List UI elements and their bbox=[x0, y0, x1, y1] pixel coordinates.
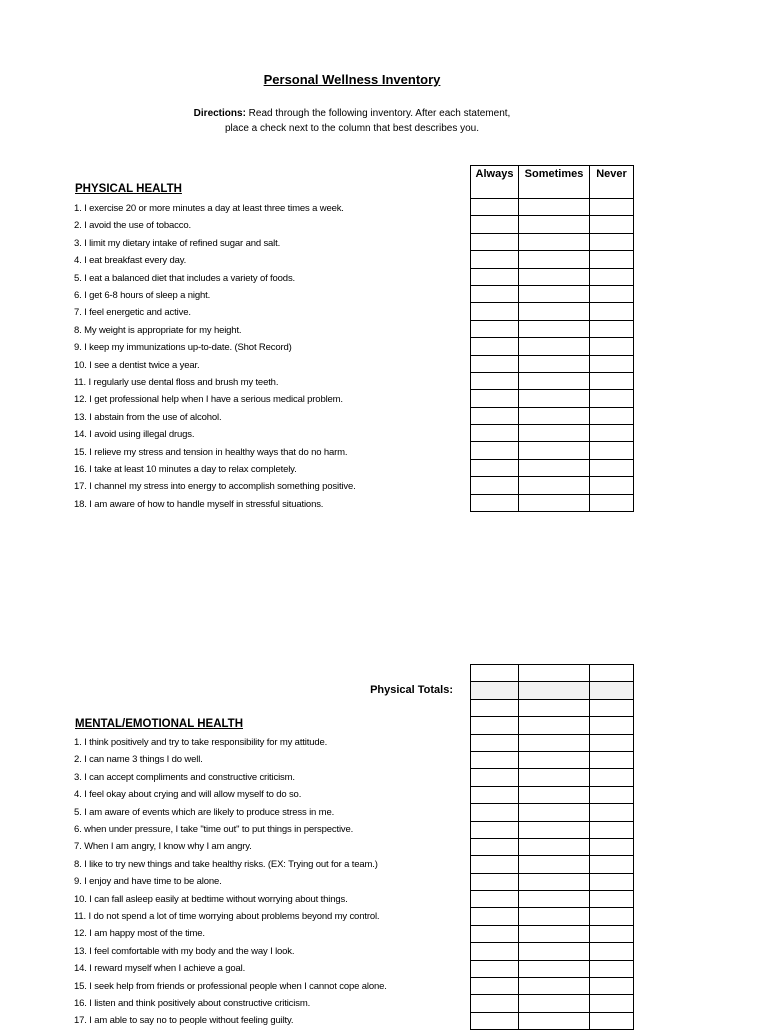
mental-row bbox=[471, 665, 634, 682]
mental-always-cell[interactable] bbox=[471, 786, 519, 803]
physical-never-cell[interactable] bbox=[590, 390, 634, 407]
directions-line-2: place a check next to the column that best describes you. bbox=[224, 123, 480, 134]
physical-never-cell[interactable] bbox=[590, 477, 634, 494]
physical-row bbox=[471, 494, 634, 511]
physical-sometimes-cell[interactable] bbox=[519, 477, 590, 494]
mental-item: 15. I seek help from friends or professional people when I cannot cope alone. bbox=[74, 980, 387, 992]
physical-always-cell[interactable] bbox=[471, 442, 519, 459]
mental-always-cell[interactable] bbox=[471, 856, 519, 873]
physical-row bbox=[471, 303, 634, 320]
mental-never-cell[interactable] bbox=[590, 943, 634, 960]
mental-item: 6. when under pressure, I take "time out" to put things in perspective. bbox=[74, 824, 354, 835]
physical-never-cell[interactable] bbox=[590, 233, 634, 250]
physical-always-cell[interactable] bbox=[471, 372, 519, 389]
physical-sometimes-cell[interactable] bbox=[519, 285, 590, 302]
physical-row bbox=[471, 251, 634, 268]
mental-sometimes-cell[interactable] bbox=[519, 925, 590, 942]
mental-always-cell[interactable] bbox=[471, 734, 519, 751]
physical-always-cell[interactable] bbox=[471, 233, 519, 250]
mental-always-cell[interactable] bbox=[471, 960, 519, 977]
physical-always-cell[interactable] bbox=[471, 268, 519, 285]
physical-sometimes-cell[interactable] bbox=[519, 407, 590, 424]
physical-always-cell[interactable] bbox=[471, 459, 519, 476]
mental-row bbox=[471, 1012, 634, 1029]
physical-heading: PHYSICAL HEALTH bbox=[75, 183, 182, 195]
mental-never-cell[interactable] bbox=[590, 804, 634, 821]
mental-never-cell[interactable] bbox=[590, 682, 634, 699]
physical-never-cell[interactable] bbox=[590, 355, 634, 372]
mental-never-cell[interactable] bbox=[590, 769, 634, 786]
physical-never-cell[interactable] bbox=[590, 268, 634, 285]
mental-always-cell[interactable] bbox=[471, 891, 519, 908]
column-header-row bbox=[471, 166, 634, 199]
mental-item: 5. I am aware of events which are likely to produce stress in me. bbox=[74, 806, 335, 818]
physical-never-cell[interactable] bbox=[590, 199, 634, 216]
physical-row bbox=[471, 372, 634, 389]
directions-label: Directions: bbox=[193, 108, 246, 119]
physical-row bbox=[471, 199, 634, 216]
mental-row bbox=[471, 717, 634, 734]
physical-never-cell[interactable] bbox=[590, 372, 634, 389]
physical-item: 18. I am aware of how to handle myself in stressful situations. bbox=[74, 498, 324, 510]
mental-always-cell[interactable] bbox=[471, 1012, 519, 1029]
physical-row bbox=[471, 233, 634, 250]
physical-never-cell[interactable] bbox=[590, 285, 634, 302]
mental-item: 13. I feel comfortable with my body and the way I look. bbox=[74, 945, 295, 957]
mental-row bbox=[471, 804, 634, 821]
mental-sometimes-cell[interactable] bbox=[519, 891, 590, 908]
physical-item: 8. My weight is appropriate for my height. bbox=[74, 324, 242, 336]
mental-item: 4. I feel okay about crying and will allow myself to do so. bbox=[74, 789, 302, 801]
physical-row bbox=[471, 390, 634, 407]
physical-sometimes-cell[interactable] bbox=[519, 355, 590, 372]
mental-row bbox=[471, 734, 634, 751]
physical-sometimes-cell[interactable] bbox=[519, 268, 590, 285]
column-header-sometimes: Sometimes bbox=[519, 166, 590, 199]
mental-sometimes-cell[interactable] bbox=[519, 838, 590, 855]
mental-never-cell[interactable] bbox=[590, 838, 634, 855]
mental-item: 3. I can accept compliments and constructive criticism. bbox=[74, 771, 295, 783]
mental-row bbox=[471, 925, 634, 942]
mental-sometimes-cell[interactable] bbox=[519, 734, 590, 751]
physical-row bbox=[471, 355, 634, 372]
mental-always-cell[interactable] bbox=[471, 873, 519, 890]
mental-never-cell[interactable] bbox=[590, 1012, 634, 1029]
physical-row bbox=[471, 407, 634, 424]
physical-sometimes-cell[interactable] bbox=[519, 303, 590, 320]
mental-never-cell[interactable] bbox=[590, 873, 634, 890]
mental-sometimes-cell[interactable] bbox=[519, 908, 590, 925]
physical-row bbox=[471, 442, 634, 459]
mental-never-cell[interactable] bbox=[590, 786, 634, 803]
physical-sometimes-cell[interactable] bbox=[519, 425, 590, 442]
mental-never-cell[interactable] bbox=[590, 717, 634, 734]
physical-row bbox=[471, 320, 634, 337]
mental-never-cell[interactable] bbox=[590, 891, 634, 908]
mental-item: 11. I do not spend a lot of time worrying about problems beyond my control. bbox=[74, 911, 380, 922]
mental-sometimes-cell[interactable] bbox=[519, 960, 590, 977]
mental-never-cell[interactable] bbox=[590, 699, 634, 716]
physical-row bbox=[471, 459, 634, 476]
physical-row bbox=[471, 477, 634, 494]
mental-always-cell[interactable] bbox=[471, 717, 519, 734]
physical-never-cell[interactable] bbox=[590, 338, 634, 355]
mental-always-cell[interactable] bbox=[471, 665, 519, 682]
physical-sometimes-cell[interactable] bbox=[519, 338, 590, 355]
physical-row bbox=[471, 425, 634, 442]
physical-row bbox=[471, 268, 634, 285]
physical-item: 6. I get 6-8 hours of sleep a night. bbox=[74, 290, 211, 301]
physical-always-cell[interactable] bbox=[471, 425, 519, 442]
physical-always-cell[interactable] bbox=[471, 285, 519, 302]
physical-sometimes-cell[interactable] bbox=[519, 233, 590, 250]
mental-checklist-table bbox=[470, 664, 634, 1030]
mental-never-cell[interactable] bbox=[590, 821, 634, 838]
mental-row bbox=[471, 769, 634, 786]
directions bbox=[0, 106, 704, 136]
mental-row bbox=[471, 682, 634, 699]
mental-always-cell[interactable] bbox=[471, 751, 519, 768]
mental-never-cell[interactable] bbox=[590, 978, 634, 995]
mental-sometimes-cell[interactable] bbox=[519, 1012, 590, 1029]
physical-item: 12. I get professional help when I have a serious medical problem. bbox=[74, 394, 343, 406]
physical-item: 16. I take at least 10 minutes a day to relax completely. bbox=[74, 464, 297, 475]
physical-always-cell[interactable] bbox=[471, 390, 519, 407]
mental-sometimes-cell[interactable] bbox=[519, 978, 590, 995]
mental-always-cell[interactable] bbox=[471, 978, 519, 995]
physical-always-cell[interactable] bbox=[471, 303, 519, 320]
physical-always-cell[interactable] bbox=[471, 407, 519, 424]
physical-sometimes-cell[interactable] bbox=[519, 459, 590, 476]
mental-item: 9. I enjoy and have time to be alone. bbox=[74, 876, 222, 888]
physical-sometimes-cell[interactable] bbox=[519, 494, 590, 511]
physical-never-cell[interactable] bbox=[590, 320, 634, 337]
mental-row bbox=[471, 821, 634, 838]
mental-item: 7. When I am angry, I know why I am angry. bbox=[74, 841, 252, 853]
physical-item: 14. I avoid using illegal drugs. bbox=[74, 429, 195, 441]
mental-row bbox=[471, 995, 634, 1012]
mental-row bbox=[471, 873, 634, 890]
column-header-never: Never bbox=[590, 166, 634, 199]
mental-sometimes-cell[interactable] bbox=[519, 699, 590, 716]
mental-never-cell[interactable] bbox=[590, 908, 634, 925]
physical-sometimes-cell[interactable] bbox=[519, 442, 590, 459]
mental-row bbox=[471, 943, 634, 960]
mental-sometimes-cell[interactable] bbox=[519, 769, 590, 786]
mental-item: 14. I reward myself when I achieve a goal. bbox=[74, 963, 246, 975]
mental-never-cell[interactable] bbox=[590, 925, 634, 942]
mental-never-cell[interactable] bbox=[590, 734, 634, 751]
mental-row bbox=[471, 786, 634, 803]
mental-row bbox=[471, 838, 634, 855]
mental-item: 8. I like to try new things and take healthy risks. (EX: Trying out for a team.) bbox=[74, 858, 378, 870]
mental-always-cell[interactable] bbox=[471, 908, 519, 925]
physical-row bbox=[471, 338, 634, 355]
mental-never-cell[interactable] bbox=[590, 751, 634, 768]
physical-sometimes-cell[interactable] bbox=[519, 251, 590, 268]
physical-sometimes-cell[interactable] bbox=[519, 199, 590, 216]
mental-never-cell[interactable] bbox=[590, 995, 634, 1012]
mental-always-cell[interactable] bbox=[471, 821, 519, 838]
mental-item: 16. I listen and think positively about constructive criticism. bbox=[74, 998, 311, 1009]
mental-sometimes-cell[interactable] bbox=[519, 804, 590, 821]
mental-sometimes-cell[interactable] bbox=[519, 943, 590, 960]
physical-always-cell[interactable] bbox=[471, 494, 519, 511]
mental-sometimes-cell[interactable] bbox=[519, 786, 590, 803]
physical-never-cell[interactable] bbox=[590, 494, 634, 511]
physical-totals-label: Physical Totals: bbox=[370, 684, 453, 696]
mental-heading: MENTAL/EMOTIONAL HEALTH bbox=[75, 718, 244, 730]
mental-always-cell[interactable] bbox=[471, 699, 519, 716]
mental-sometimes-cell[interactable] bbox=[519, 821, 590, 838]
mental-row bbox=[471, 856, 634, 873]
mental-always-cell[interactable] bbox=[471, 838, 519, 855]
physical-always-cell[interactable] bbox=[471, 199, 519, 216]
mental-sometimes-cell[interactable] bbox=[519, 873, 590, 890]
physical-always-cell[interactable] bbox=[471, 216, 519, 233]
mental-row bbox=[471, 699, 634, 716]
physical-item: 2. I avoid the use of tobacco. bbox=[74, 220, 191, 232]
mental-item: 12. I am happy most of the time. bbox=[74, 928, 205, 940]
physical-sometimes-cell[interactable] bbox=[519, 390, 590, 407]
physical-item: 13. I abstain from the use of alcohol. bbox=[74, 411, 222, 423]
page-title: Personal Wellness Inventory bbox=[263, 72, 441, 87]
physical-always-cell[interactable] bbox=[471, 477, 519, 494]
mental-never-cell[interactable] bbox=[590, 665, 634, 682]
mental-always-cell[interactable] bbox=[471, 769, 519, 786]
physical-never-cell[interactable] bbox=[590, 442, 634, 459]
physical-sometimes-cell[interactable] bbox=[519, 372, 590, 389]
physical-never-cell[interactable] bbox=[590, 407, 634, 424]
mental-always-cell[interactable] bbox=[471, 943, 519, 960]
physical-never-cell[interactable] bbox=[590, 303, 634, 320]
physical-item: 3. I limit my dietary intake of refined sugar and salt. bbox=[74, 237, 281, 249]
mental-row bbox=[471, 751, 634, 768]
physical-always-cell[interactable] bbox=[471, 355, 519, 372]
physical-item: 7. I feel energetic and active. bbox=[74, 307, 191, 319]
physical-always-cell[interactable] bbox=[471, 338, 519, 355]
physical-never-cell[interactable] bbox=[590, 425, 634, 442]
physical-sometimes-cell[interactable] bbox=[519, 320, 590, 337]
physical-row bbox=[471, 285, 634, 302]
mental-always-cell[interactable] bbox=[471, 995, 519, 1012]
directions-line-1: Read through the following inventory. After each statement, bbox=[245, 108, 511, 119]
mental-sometimes-cell[interactable] bbox=[519, 856, 590, 873]
mental-row bbox=[471, 978, 634, 995]
mental-sometimes-cell[interactable] bbox=[519, 665, 590, 682]
physical-item: 9. I keep my immunizations up-to-date. (Shot Record) bbox=[74, 342, 292, 354]
physical-row bbox=[471, 216, 634, 233]
mental-never-cell[interactable] bbox=[590, 856, 634, 873]
physical-item: 4. I eat breakfast every day. bbox=[74, 255, 187, 267]
mental-item: 10. I can fall asleep easily at bedtime without worrying about things. bbox=[74, 893, 348, 905]
physical-never-cell[interactable] bbox=[590, 216, 634, 233]
physical-always-cell[interactable] bbox=[471, 320, 519, 337]
mental-sometimes-cell[interactable] bbox=[519, 751, 590, 768]
mental-never-cell[interactable] bbox=[590, 960, 634, 977]
physical-item: 17. I channel my stress into energy to accomplish something positive. bbox=[74, 481, 356, 493]
mental-item: 2. I can name 3 things I do well. bbox=[74, 754, 203, 766]
mental-always-cell[interactable] bbox=[471, 682, 519, 699]
mental-row bbox=[471, 908, 634, 925]
physical-item: 10. I see a dentist twice a year. bbox=[74, 359, 200, 371]
physical-never-cell[interactable] bbox=[590, 251, 634, 268]
column-header-always: Always bbox=[471, 166, 519, 199]
mental-row bbox=[471, 891, 634, 908]
mental-sometimes-cell[interactable] bbox=[519, 682, 590, 699]
physical-item: 11. I regularly use dental floss and brush my teeth. bbox=[74, 377, 279, 388]
mental-always-cell[interactable] bbox=[471, 925, 519, 942]
mental-row bbox=[471, 960, 634, 977]
mental-item: 17. I am able to say no to people without feeling guilty. bbox=[74, 1015, 294, 1027]
physical-never-cell[interactable] bbox=[590, 459, 634, 476]
mental-sometimes-cell[interactable] bbox=[519, 995, 590, 1012]
mental-sometimes-cell[interactable] bbox=[519, 717, 590, 734]
physical-item: 5. I eat a balanced diet that includes a variety of foods. bbox=[74, 272, 296, 284]
mental-item: 1. I think positively and try to take responsibility for my attitude. bbox=[74, 737, 328, 748]
mental-always-cell[interactable] bbox=[471, 804, 519, 821]
physical-checklist-table bbox=[470, 165, 634, 512]
physical-item: 1. I exercise 20 or more minutes a day at least three times a week. bbox=[74, 203, 344, 214]
physical-sometimes-cell[interactable] bbox=[519, 216, 590, 233]
physical-always-cell[interactable] bbox=[471, 251, 519, 268]
physical-item: 15. I relieve my stress and tension in healthy ways that do no harm. bbox=[74, 446, 348, 458]
